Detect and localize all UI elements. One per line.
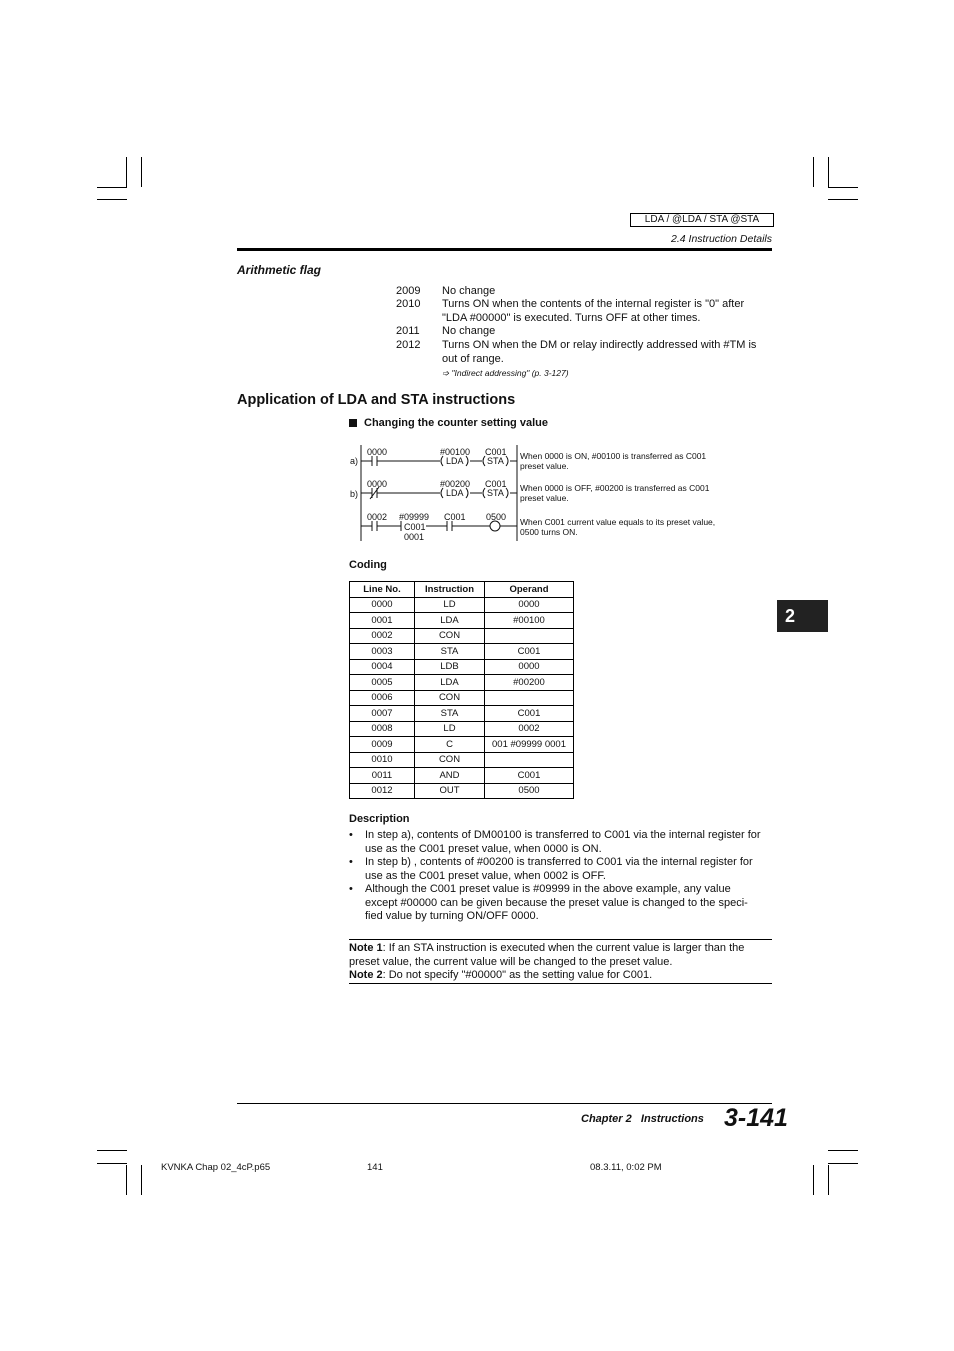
flag-code: 2011 xyxy=(396,325,420,337)
note-text: : Do not specify "#00000" as the setting value for C001. xyxy=(382,969,653,982)
column-header: Line No. xyxy=(350,582,415,598)
description-title: Description xyxy=(349,813,410,825)
file-name: KVNKA Chap 02_4cP.p65 xyxy=(161,1162,271,1173)
rung-comment: When C001 current value equals to its preset value, xyxy=(520,517,716,527)
flag-code: 2010 xyxy=(396,298,421,310)
target-label: C001 xyxy=(485,447,507,457)
rung-label: b) xyxy=(350,489,359,499)
table-cell: 0004 xyxy=(350,659,415,675)
table-row xyxy=(350,628,574,644)
flag-text: Turns ON when the contents of the internal register is "0" after xyxy=(442,298,745,310)
flag-code: 2012 xyxy=(396,339,421,351)
instruction-label: LDA xyxy=(446,456,464,466)
table-cell: 0009 xyxy=(350,737,415,753)
note-1 xyxy=(349,942,772,983)
bullet-icon: • xyxy=(349,856,353,868)
table-cell: CON xyxy=(415,690,485,706)
contact-label: C001 xyxy=(444,512,466,522)
rung-comment: preset value. xyxy=(520,461,569,471)
table-cell: LDA xyxy=(415,675,485,691)
note-rule-top xyxy=(349,939,772,940)
target-label: C001 xyxy=(485,479,507,489)
note-text: : If an STA instruction is executed when the current value is larger than the xyxy=(382,942,745,954)
table-cell: 0007 xyxy=(350,706,415,722)
value-label: #00100 xyxy=(440,447,471,457)
table-cell: LDB xyxy=(415,659,485,675)
note-text: preset value, the current value will be changed to the preset value. xyxy=(349,955,673,968)
instruction-box: LDA / @LDA / STA @STA xyxy=(630,213,774,227)
table-cell: 0011 xyxy=(350,768,415,784)
page-number: 3-141 xyxy=(724,1104,788,1132)
flag-text: No change xyxy=(442,325,496,337)
table-row xyxy=(350,690,574,706)
table-cell: C xyxy=(415,737,485,753)
counter-label: C001 xyxy=(404,522,426,532)
table-cell: CON xyxy=(415,628,485,644)
description-line: use as the C001 preset value, when 0000 is ON. xyxy=(365,842,602,855)
footer-rule xyxy=(237,1103,772,1104)
header-rule xyxy=(237,248,772,251)
note-label: Note 2 xyxy=(349,969,383,982)
flag-text: "LDA #00000" is executed. Turns OFF at other times. xyxy=(442,312,701,324)
table-row xyxy=(350,721,574,737)
description-line: fied value by turning ON/OFF 0000. xyxy=(365,910,539,923)
table-cell: 001 #09999 0001 xyxy=(485,737,574,753)
table-cell: 0002 xyxy=(350,628,415,644)
table-cell: CON xyxy=(415,752,485,768)
table-cell: 0000 xyxy=(485,597,574,613)
chapter-name: Instructions xyxy=(640,1113,704,1125)
table-cell: 0005 xyxy=(350,675,415,691)
preset-label: #09999 xyxy=(399,512,430,522)
table-cell: 0000 xyxy=(485,659,574,675)
description-line: In step a), contents of DM00100 is transferred to C001 via the internal register for xyxy=(365,829,761,841)
table-row xyxy=(350,768,574,784)
table-cell: #00200 xyxy=(485,675,574,691)
table-cell: AND xyxy=(415,768,485,784)
coding-table xyxy=(349,581,574,799)
page-reference: ➩ "Indirect addressing" (p. 3-127) xyxy=(442,368,569,378)
table-cell: 0006 xyxy=(350,690,415,706)
table-cell: LD xyxy=(415,597,485,613)
table-cell xyxy=(485,752,574,768)
table-cell xyxy=(485,628,574,644)
contact-label: 0000 xyxy=(367,447,388,457)
table-row xyxy=(350,752,574,768)
description-line: except #00000 can be given because the preset value is changed to the speci- xyxy=(365,896,748,909)
note-rule-bottom xyxy=(349,983,772,984)
contact-label: 0002 xyxy=(367,512,388,522)
column-header: Operand xyxy=(485,582,574,598)
table-cell: 0002 xyxy=(485,721,574,737)
table-cell: LD xyxy=(415,721,485,737)
output-label: 0500 xyxy=(486,512,507,522)
bullet-icon: • xyxy=(349,883,353,895)
table-cell xyxy=(485,690,574,706)
value-label: #00200 xyxy=(440,479,471,489)
table-row xyxy=(350,659,574,675)
arithmetic-flag-title: Arithmetic flag xyxy=(237,263,322,277)
rung-comment: 0500 turns ON. xyxy=(520,527,578,537)
table-cell: C001 xyxy=(485,644,574,660)
instruction-label: STA xyxy=(487,456,504,466)
table-row xyxy=(350,706,574,722)
footer-chapter xyxy=(581,1113,704,1125)
table-cell: STA xyxy=(415,644,485,660)
note-label: Note 1 xyxy=(349,942,383,954)
chapter-number: Chapter 2 xyxy=(581,1113,632,1125)
chapter-tab: 2 xyxy=(777,600,828,632)
description-line: Although the C001 preset value is #09999 in the above example, any value xyxy=(365,883,731,895)
table-cell: 0010 xyxy=(350,752,415,768)
square-bullet-icon xyxy=(349,419,357,427)
table-cell: C001 xyxy=(485,768,574,784)
file-datetime: 08.3.11, 0:02 PM xyxy=(590,1162,662,1173)
contact-label: 0000 xyxy=(367,479,388,489)
application-subtitle: Changing the counter setting value xyxy=(364,417,548,429)
table-cell: 0012 xyxy=(350,783,415,799)
application-title: Application of LDA and STA instructions xyxy=(237,392,516,408)
flag-text: Turns ON when the DM or relay indirectly addressed with #TM is xyxy=(442,339,757,351)
bullet-icon: • xyxy=(349,829,353,841)
table-cell: 0000 xyxy=(350,597,415,613)
rung-comment: When 0000 is ON, #00100 is transferred as C001 xyxy=(520,451,707,461)
table-row xyxy=(350,644,574,660)
table-row xyxy=(350,675,574,691)
table-row xyxy=(350,613,574,629)
table-header-row xyxy=(350,582,574,598)
rung-label: a) xyxy=(350,456,359,466)
reset-label: 0001 xyxy=(404,532,425,542)
table-cell: LDA xyxy=(415,613,485,629)
flag-text: No change xyxy=(442,285,496,297)
section-title: 2.4 Instruction Details xyxy=(671,233,772,245)
column-header: Instruction xyxy=(415,582,485,598)
table-row xyxy=(350,737,574,753)
table-cell: 0001 xyxy=(350,613,415,629)
table-cell: 0003 xyxy=(350,644,415,660)
table-cell: OUT xyxy=(415,783,485,799)
ladder-diagram xyxy=(340,440,760,550)
table-cell: 0008 xyxy=(350,721,415,737)
rung-comment: When 0000 is OFF, #00200 is transferred as C001 xyxy=(520,483,710,493)
instruction-label: STA xyxy=(487,488,504,498)
description-line: In step b) , contents of #00200 is transferred to C001 via the internal register for xyxy=(365,856,753,868)
table-cell: C001 xyxy=(485,706,574,722)
table-row xyxy=(350,597,574,613)
rung-comment: preset value. xyxy=(520,493,569,503)
flag-text: out of range. xyxy=(442,353,504,365)
file-page: 141 xyxy=(367,1162,383,1173)
instruction-label: LDA xyxy=(446,488,464,498)
flag-code: 2009 xyxy=(396,285,421,297)
table-cell: #00100 xyxy=(485,613,574,629)
table-row xyxy=(350,783,574,799)
description-line: use as the C001 preset value, when 0002 is OFF. xyxy=(365,869,606,882)
table-cell: STA xyxy=(415,706,485,722)
table-cell: 0500 xyxy=(485,783,574,799)
coding-title: Coding xyxy=(349,559,387,571)
